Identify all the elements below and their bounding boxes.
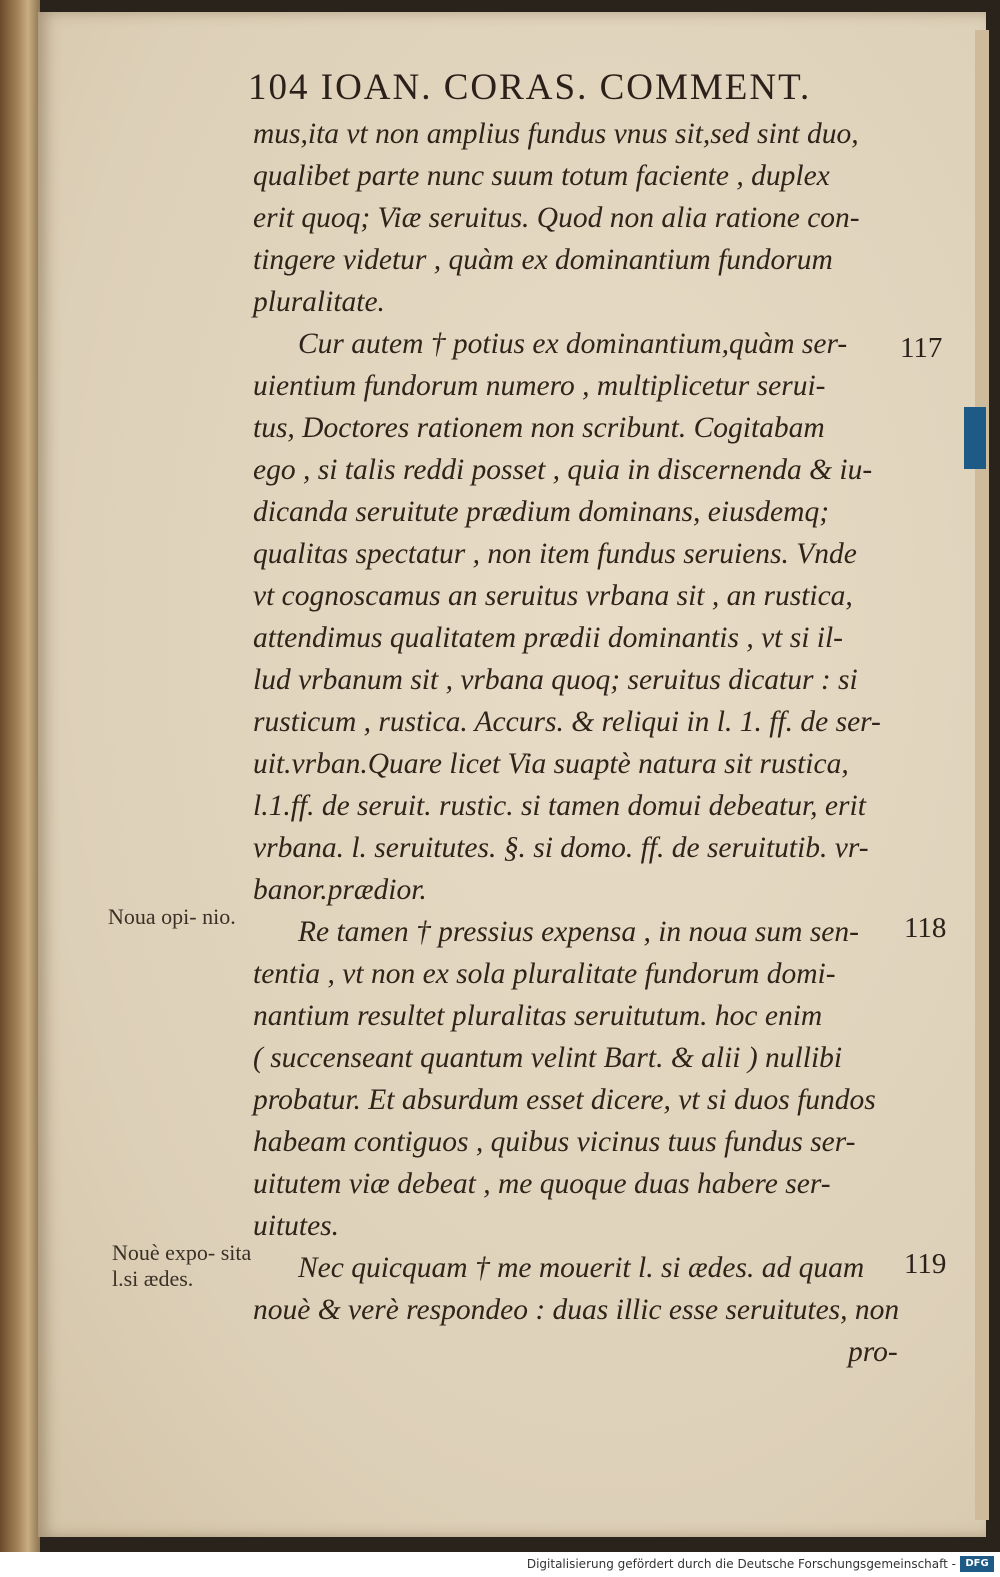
text-line: qualitas spectatur , non item fundus seruiens. Vnde xyxy=(253,538,857,570)
section-number: 118 xyxy=(904,912,947,944)
text-line: erit quoq; Viæ seruitus. Quod non alia ratione con- xyxy=(253,202,860,234)
text-line: qualibet parte nunc suum totum faciente , duplex xyxy=(253,160,830,192)
text-line: tentia , vt non ex sola pluralitate fundorum domi- xyxy=(253,958,836,990)
text-line: probatur. Et absurdum esset dicere, vt si duos fundos xyxy=(253,1084,876,1116)
margin-note: Nouè expo- sita l.si ædes. xyxy=(112,1240,252,1291)
text-line: habeam contiguos , quibus vicinus tuus fundus ser- xyxy=(253,1126,856,1158)
running-head: 104 IOAN. CORAS. COMMENT. xyxy=(248,67,812,108)
text-line: mus,ita vt non amplius fundus vnus sit,sed sint duo, xyxy=(253,118,859,150)
text-line: pluralitate. xyxy=(253,286,385,318)
text-line: banor.prædior. xyxy=(253,874,427,906)
section-number: 117 xyxy=(900,332,943,364)
text-line: nouè & verè respondeo : duas illic esse seruitutes, non xyxy=(253,1294,900,1326)
text-line: tingere videtur , quàm ex dominantium fundorum xyxy=(253,244,833,276)
dfg-logo: DFG xyxy=(960,1556,994,1572)
text-line: uitutem viæ debeat , me quoque duas habere ser- xyxy=(253,1168,831,1200)
footer-note: Digitalisierung gefördert durch die Deutsche Forschungsgemeinschaft - xyxy=(526,1557,956,1571)
book-binding xyxy=(0,0,40,1552)
text-line: vrbana. l. seruitutes. §. si domo. ff. de seruitutib. vr- xyxy=(253,832,869,864)
text-line: uit.vrban.Quare licet Via suaptè natura sit rustica, xyxy=(253,748,849,780)
margin-note: Noua opi- nio. xyxy=(108,904,236,929)
text-line: dicanda seruitute prædium dominans, eiusdemq; xyxy=(253,496,830,528)
catchword: pro- xyxy=(848,1336,898,1368)
text-line: lud vrbanum sit , vrbana quoq; seruitus dicatur : si xyxy=(253,664,858,696)
digitization-footer xyxy=(0,1552,1000,1577)
page-edge xyxy=(975,30,989,1520)
text-line: uientium fundorum numero , multiplicetur serui- xyxy=(253,370,826,402)
text-line: ego , si talis reddi posset , quia in discernenda & iu- xyxy=(253,454,873,486)
text-line: Nec quicquam † me mouerit l. si ædes. ad quam xyxy=(298,1252,865,1284)
text-line: l.1.ff. de seruit. rustic. si tamen domui debeatur, erit xyxy=(253,790,866,822)
text-line: rusticum , rustica. Accurs. & reliqui in l. 1. ff. de ser- xyxy=(253,706,881,738)
page-marker-tab xyxy=(964,407,986,469)
text-line: attendimus qualitatem prædii dominantis , vt si il- xyxy=(253,622,843,654)
text-line: Re tamen † pressius expensa , in noua sum sen- xyxy=(298,916,859,948)
section-number: 119 xyxy=(904,1248,947,1280)
text-line: vt cognoscamus an seruitus vrbana sit , an rustica, xyxy=(253,580,853,612)
text-line: Cur autem † potius ex dominantium,quàm ser- xyxy=(298,328,848,360)
text-line: tus, Doctores rationem non scribunt. Cogitabam xyxy=(253,412,825,444)
text-line: uitutes. xyxy=(253,1210,340,1242)
text-line: nantium resultet pluralitas seruitutum. hoc enim xyxy=(253,1000,823,1032)
text-line: ( succenseant quantum velint Bart. & alii ) nullibi xyxy=(253,1042,843,1074)
